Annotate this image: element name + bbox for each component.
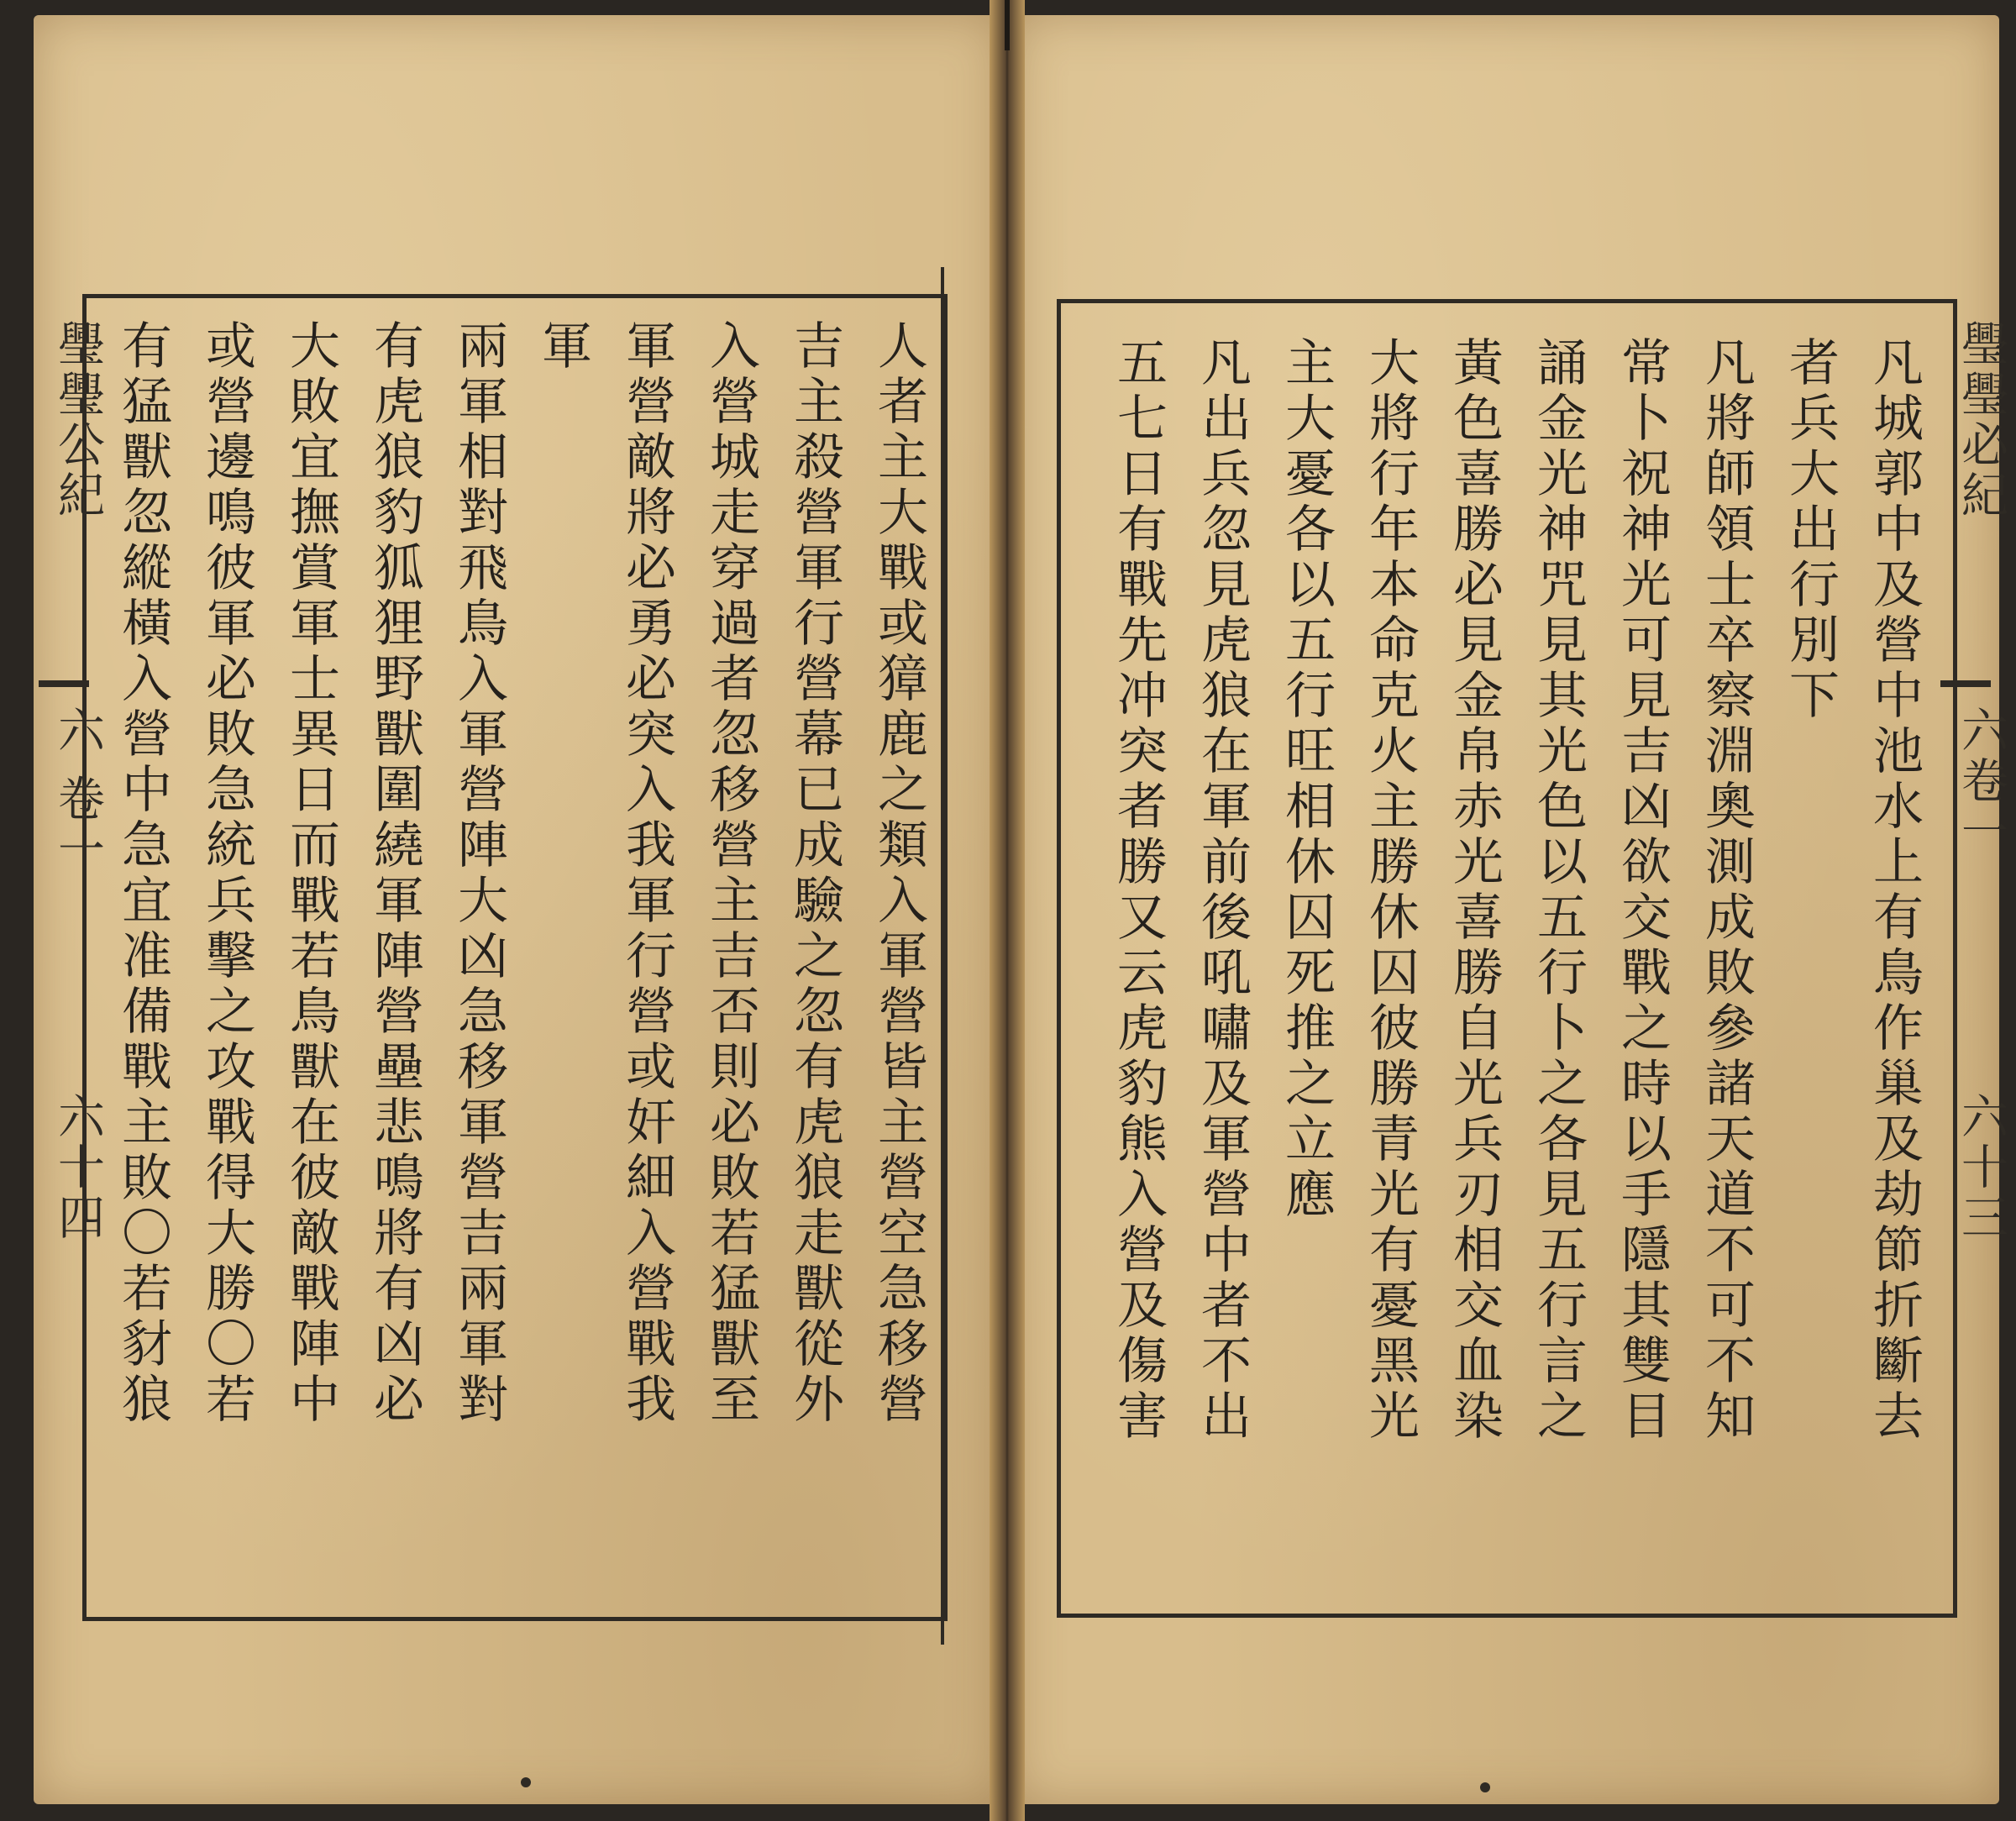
left-text-column: 軍 [533, 319, 592, 375]
binding-thread [1005, 0, 1010, 50]
left-margin-volume: 六 卷一 [50, 706, 105, 875]
left-text-column: 有虎狼豹狐狸野獸圍繞軍陣營壘悲鳴將有凶必 [365, 319, 424, 1428]
right-margin-page: 六十三 [1954, 1092, 2008, 1243]
left-frame-outer-rule [941, 267, 944, 1645]
left-text-column: 大敗宜撫賞軍士異日而戰若鳥獸在彼敵戰陣中 [281, 319, 340, 1428]
right-text-column: 五七日有戰先冲突者勝又云虎豹熊入營及傷害 [1109, 336, 1168, 1445]
right-text-column: 凡出兵忽見虎狼在軍前後吼嘯及軍營中者不出 [1193, 336, 1252, 1445]
left-text-column: 入營城走穿過者忽移營主吉否則必敗若猛獸至 [701, 319, 760, 1428]
left-margin-title: 璺璺公紀 [50, 319, 105, 521]
left-text-column: 人者主大戰或獐鹿之類入軍營皆主營空急移營 [869, 319, 928, 1428]
right-text-column: 黃色喜勝必見金帛赤光喜勝自光兵刃相交血染 [1445, 336, 1504, 1445]
ink-dot [521, 1777, 531, 1787]
right-margin-title: 璺璺必紀 [1954, 319, 2008, 521]
right-text-column: 凡城郭中及營中池水上有鳥作巢及劫節折斷去 [1865, 336, 1924, 1445]
left-text-column: 或營邊鳴彼軍必敗急統兵擊之攻戰得大勝〇若 [197, 319, 256, 1428]
right-text-column: 常卜祝神光可見吉凶欲交戰之時以手隱其雙目 [1613, 336, 1672, 1445]
left-margin-page: 六十四 [50, 1092, 105, 1243]
right-margin-volume: 六卷一 [1954, 706, 2008, 857]
left-fish-tail [39, 680, 89, 687]
right-text-column: 者兵大出行別下 [1781, 336, 1840, 724]
book-gutter [990, 0, 1025, 1821]
right-text-column: 大將行年本命克火主勝休囚彼勝青光有憂黑光 [1361, 336, 1420, 1445]
left-text-column: 軍營敵將必勇必突入我軍行營或奸細入營戰我 [617, 319, 676, 1428]
left-text-column: 有猛獸忽縱橫入營中急宜准備戰主敗〇若豺狼 [113, 319, 172, 1428]
right-text-column: 誦金光神咒見其光色以五行卜之各見五行言之 [1529, 336, 1588, 1445]
right-text-column: 主大憂各以五行旺相休囚死推之立應 [1277, 336, 1336, 1223]
left-text-column: 吉主殺營軍行營幕已成驗之忽有虎狼走獸從外 [785, 319, 844, 1428]
left-text-column: 兩軍相對飛鳥入軍營陣大凶急移軍營吉兩軍對 [449, 319, 508, 1428]
ink-dot [1480, 1782, 1490, 1792]
right-text-column: 凡將師領士卒察淵奧測成敗參諸天道不可不知 [1697, 336, 1756, 1445]
